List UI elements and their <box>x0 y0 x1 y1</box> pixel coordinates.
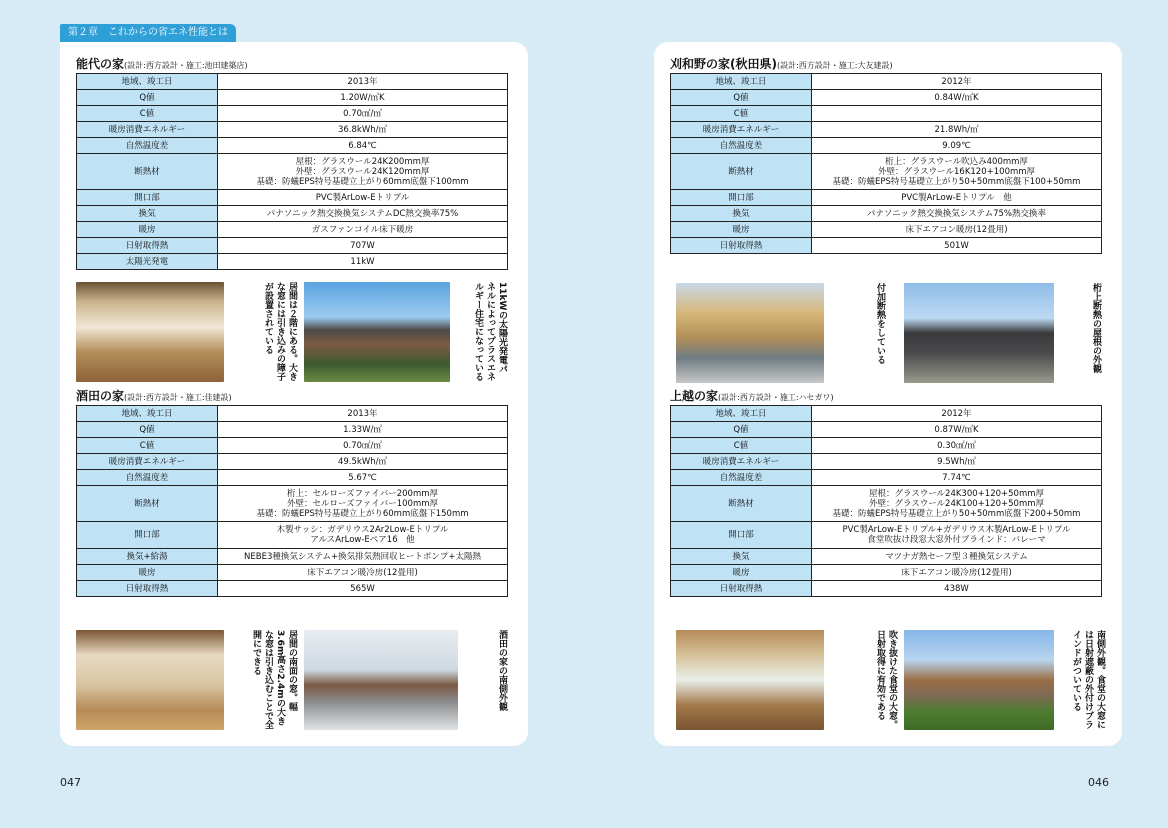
spec-value: 6.84℃ <box>218 138 508 154</box>
spec-label: 暖房 <box>671 565 812 581</box>
left-page <box>60 42 528 746</box>
spec-row <box>671 406 1102 422</box>
spec-label: 換気 <box>671 549 812 565</box>
spec-value: パナソニック熱交換換気システムDC熱交換率75% <box>218 206 508 222</box>
spec-row <box>77 549 508 565</box>
spec-value: 9.09℃ <box>812 138 1102 154</box>
spec-row <box>671 238 1102 254</box>
spec-label: 自然温度差 <box>77 470 218 486</box>
spec-label: 太陽光発電 <box>77 254 218 270</box>
spec-table <box>76 405 508 597</box>
spec-row <box>671 190 1102 206</box>
spec-value: NEBE3種換気システム+換気排気熱回収ヒートポンプ+太陽熱 <box>218 549 508 565</box>
spec-label: C値 <box>671 106 812 122</box>
spec-row <box>671 122 1102 138</box>
spec-label: 自然温度差 <box>671 470 812 486</box>
house-credit: (設計:西方設計・施工:ハセガワ) <box>718 393 834 402</box>
spec-value: 9.5Wh/㎡ <box>812 454 1102 470</box>
spec-row <box>671 454 1102 470</box>
spec-row <box>77 122 508 138</box>
spec-label: 自然温度差 <box>77 138 218 154</box>
spec-value: 49.5kWh/㎡ <box>218 454 508 470</box>
spec-row <box>671 522 1102 549</box>
spec-label: 開口部 <box>671 522 812 549</box>
spec-value: 21.8Wh/㎡ <box>812 122 1102 138</box>
spec-row <box>671 549 1102 565</box>
spec-value: 36.8kWh/㎡ <box>218 122 508 138</box>
photo-row <box>676 283 1108 383</box>
house-section <box>670 388 1102 597</box>
spec-label: C値 <box>671 438 812 454</box>
house-section <box>670 56 1102 254</box>
spec-value: 2013年 <box>218 406 508 422</box>
spec-row <box>77 238 508 254</box>
spec-value <box>812 154 1102 190</box>
spec-label: 自然温度差 <box>671 138 812 154</box>
spec-value: 707W <box>218 238 508 254</box>
spec-row <box>671 581 1102 597</box>
spec-label: 暖房 <box>671 222 812 238</box>
interior-photo <box>76 630 224 730</box>
spec-value-line: 桁上：グラスウール吹込み400mm厚 <box>885 156 1028 167</box>
spec-value: ガスファンコイル床下暖房 <box>218 222 508 238</box>
spec-label: C値 <box>77 438 218 454</box>
spec-label: 換気+給湯 <box>77 549 218 565</box>
photo-row <box>76 630 508 730</box>
photo-caption: 11kWの太陽光発電パネルによってプラスエネルギー住宅になっている <box>473 282 507 381</box>
exterior-photo <box>304 282 450 382</box>
spec-label: 断熱材 <box>671 154 812 190</box>
spec-value: PVC製ArLow-Eトリプル <box>218 190 508 206</box>
exterior-photo <box>904 630 1054 730</box>
house-title <box>670 56 1102 73</box>
spec-value <box>812 522 1102 549</box>
spec-row <box>77 106 508 122</box>
photo-caption: 南側外観。食堂の大窓には日射遮蔽の外付けブラインドがついている <box>1071 630 1105 729</box>
spec-label: 日射取得熱 <box>77 238 218 254</box>
spec-row <box>77 565 508 581</box>
house-credit: (設計:西方設計・施工:池田建築店) <box>124 61 248 70</box>
spec-row <box>671 154 1102 190</box>
house-name: 酒田の家 <box>76 389 125 403</box>
spec-row <box>77 486 508 522</box>
spec-value-line: アルスArLow-Eペア16 他 <box>310 535 415 545</box>
spec-value: 2012年 <box>812 74 1102 90</box>
spec-label: 暖房 <box>77 565 218 581</box>
spec-value: 0.87W/㎡K <box>812 422 1102 438</box>
house-section <box>76 56 508 270</box>
spec-row <box>671 222 1102 238</box>
spec-value-line: 食堂吹抜け段窓大窓外付ブラインド：バレーマ <box>867 535 1046 545</box>
spec-value: 2012年 <box>812 406 1102 422</box>
construction-photo <box>676 283 824 383</box>
spec-value: 501W <box>812 238 1102 254</box>
spec-row <box>671 438 1102 454</box>
spec-row <box>77 206 508 222</box>
spec-value <box>812 486 1102 522</box>
spec-label: 地域、竣工日 <box>671 74 812 90</box>
spec-label: Q値 <box>77 90 218 106</box>
spec-value: 1.33W/㎡ <box>218 422 508 438</box>
house-title <box>76 56 508 73</box>
house-title <box>76 388 508 405</box>
spec-value: 1.20W/㎡K <box>218 90 508 106</box>
spec-value-line: 基礎：防蟻EPS特号基礎立上がり50+50mm底盤下200+50mm <box>832 508 1081 519</box>
spec-value-line: 屋根：グラスウール24K300+120+50mm厚 <box>868 488 1045 499</box>
spec-row <box>77 422 508 438</box>
spec-row <box>671 565 1102 581</box>
spec-row <box>77 190 508 206</box>
spec-value-line: 外壁：セルローズファイバー100mm厚 <box>286 498 439 509</box>
spec-value: 床下エアコン暖冷房(12畳用) <box>218 565 508 581</box>
spec-label: Q値 <box>671 90 812 106</box>
spec-value: パナソニック熱交換換気システム75%熱交換率 <box>812 206 1102 222</box>
spec-label: 断熱材 <box>77 486 218 522</box>
exterior-photo <box>304 630 458 730</box>
spec-label: 暖房消費エネルギー <box>671 454 812 470</box>
spec-value: 0.70㎠/㎡ <box>218 438 508 454</box>
spec-table <box>76 73 508 270</box>
spec-value: 438W <box>812 581 1102 597</box>
spec-label: 地域、竣工日 <box>77 74 218 90</box>
right-page <box>654 42 1122 746</box>
spec-value: PVC製ArLow-Eトリプル 他 <box>812 190 1102 206</box>
spec-value-line: 基礎：防蟻EPS特号基礎立上がり50+50mm底盤下100+50mm <box>832 176 1081 187</box>
interior-photo <box>676 630 824 730</box>
spec-value-line: 基礎：防蟻EPS特号基礎立上がり60mm底盤下150mm <box>256 508 469 519</box>
spec-label: 断熱材 <box>671 486 812 522</box>
spec-value <box>218 486 508 522</box>
spec-value: 2013年 <box>218 74 508 90</box>
spec-row <box>77 74 508 90</box>
interior-photo <box>76 282 224 382</box>
spec-value-line: 外壁：グラスウール24K100+120+50mm厚 <box>868 498 1045 509</box>
spec-value: 0.84W/㎡K <box>812 90 1102 106</box>
spec-row <box>77 522 508 549</box>
spec-value-line: 外壁：グラスウール16K120+100mm厚 <box>877 166 1036 177</box>
house-credit: (設計:西方設計・施工:佳建設) <box>124 393 232 402</box>
spec-label: 換気 <box>671 206 812 222</box>
spec-value-line: PVC製ArLow-Eトリプル+ガデリウス木製ArLow-Eトリプル <box>842 525 1071 535</box>
spec-label: 日射取得熱 <box>671 581 812 597</box>
photo-caption: 酒田の家の南側外観 <box>497 630 507 711</box>
spec-row <box>77 154 508 190</box>
spec-label: 開口部 <box>77 190 218 206</box>
page-number-right: 046 <box>1088 776 1109 789</box>
spec-label: 換気 <box>77 206 218 222</box>
spec-row <box>77 254 508 270</box>
spec-row <box>671 90 1102 106</box>
spec-row <box>671 106 1102 122</box>
spec-value: 0.30㎠/㎡ <box>812 438 1102 454</box>
spec-value-line: 木製サッシ：ガデリウス2Ar2Low-Eトリプル <box>276 525 449 535</box>
chapter-tab: 第２章 これからの省エネ性能とは <box>60 24 236 42</box>
page-number-left: 047 <box>60 776 81 789</box>
spec-label: 地域、竣工日 <box>77 406 218 422</box>
spec-label: 開口部 <box>77 522 218 549</box>
house-name: 能代の家 <box>76 57 125 71</box>
spec-row <box>77 222 508 238</box>
house-title <box>670 388 1102 405</box>
spec-label: 暖房消費エネルギー <box>77 454 218 470</box>
spec-label: 地域、竣工日 <box>671 406 812 422</box>
spec-row <box>77 406 508 422</box>
spec-row <box>671 470 1102 486</box>
spec-table <box>670 73 1102 254</box>
photo-caption: 居間の南面の窓。幅3.6m高さ2.4mの大きな窓は引き込むことで全開にできる <box>251 630 297 729</box>
spec-label: 暖房消費エネルギー <box>671 122 812 138</box>
spec-row <box>671 422 1102 438</box>
house-credit: (設計:西方設計・施工:大友建設) <box>776 61 893 70</box>
spec-row <box>671 74 1102 90</box>
spec-table <box>670 405 1102 597</box>
spec-value: 床下エアコン暖冷房(12畳用) <box>812 565 1102 581</box>
spec-row <box>671 138 1102 154</box>
photo-caption: 付加断熱をしている <box>875 283 885 364</box>
spec-row <box>671 206 1102 222</box>
spec-value <box>812 106 1102 122</box>
spec-value-line: 屋根：グラスウール24K200mm厚 <box>295 156 430 167</box>
photo-row <box>676 630 1108 730</box>
house-name: 刈和野の家(秋田県) <box>670 57 777 71</box>
spec-row <box>77 438 508 454</box>
spec-value-line: 基礎：防蟻EPS特号基礎立上がり60mm底盤下100mm <box>256 176 469 187</box>
spec-value: 7.74℃ <box>812 470 1102 486</box>
spec-value <box>218 154 508 190</box>
photo-caption: 桁上断熱の屋根の外観 <box>1091 283 1101 373</box>
spec-label: 暖房消費エネルギー <box>77 122 218 138</box>
spec-value <box>218 522 508 549</box>
spec-value-line: 外壁：グラスウール24K120mm厚 <box>295 166 430 177</box>
exterior-photo <box>904 283 1054 383</box>
spec-value: 5.67℃ <box>218 470 508 486</box>
spec-row <box>77 581 508 597</box>
house-name: 上越の家 <box>670 389 719 403</box>
spec-label: Q値 <box>77 422 218 438</box>
spec-row <box>77 138 508 154</box>
spec-label: 暖房 <box>77 222 218 238</box>
spec-value: 565W <box>218 581 508 597</box>
house-section <box>76 388 508 597</box>
spec-label: Q値 <box>671 422 812 438</box>
spec-label: 日射取得熱 <box>77 581 218 597</box>
spec-label: 開口部 <box>671 190 812 206</box>
spec-label: 日射取得熱 <box>671 238 812 254</box>
spec-value: 0.70㎠/㎡ <box>218 106 508 122</box>
spec-row <box>77 470 508 486</box>
photo-caption: 吹き抜けた食堂の大窓。日射取得に有効である <box>875 630 897 729</box>
spec-value: 11kW <box>218 254 508 270</box>
spec-row <box>77 90 508 106</box>
photo-caption: 居間は２階にある。大きな窓には引き込みの障子が設置されている <box>263 282 297 381</box>
spec-label: C値 <box>77 106 218 122</box>
spec-row <box>77 454 508 470</box>
spec-label: 断熱材 <box>77 154 218 190</box>
spec-value: 床下エアコン暖房(12畳用) <box>812 222 1102 238</box>
spec-row <box>671 486 1102 522</box>
spec-value-line: 桁上：セルローズファイバー200mm厚 <box>286 488 439 499</box>
spec-value: マツナガ熱セーフ型３種換気システム <box>812 549 1102 565</box>
photo-row <box>76 282 508 382</box>
